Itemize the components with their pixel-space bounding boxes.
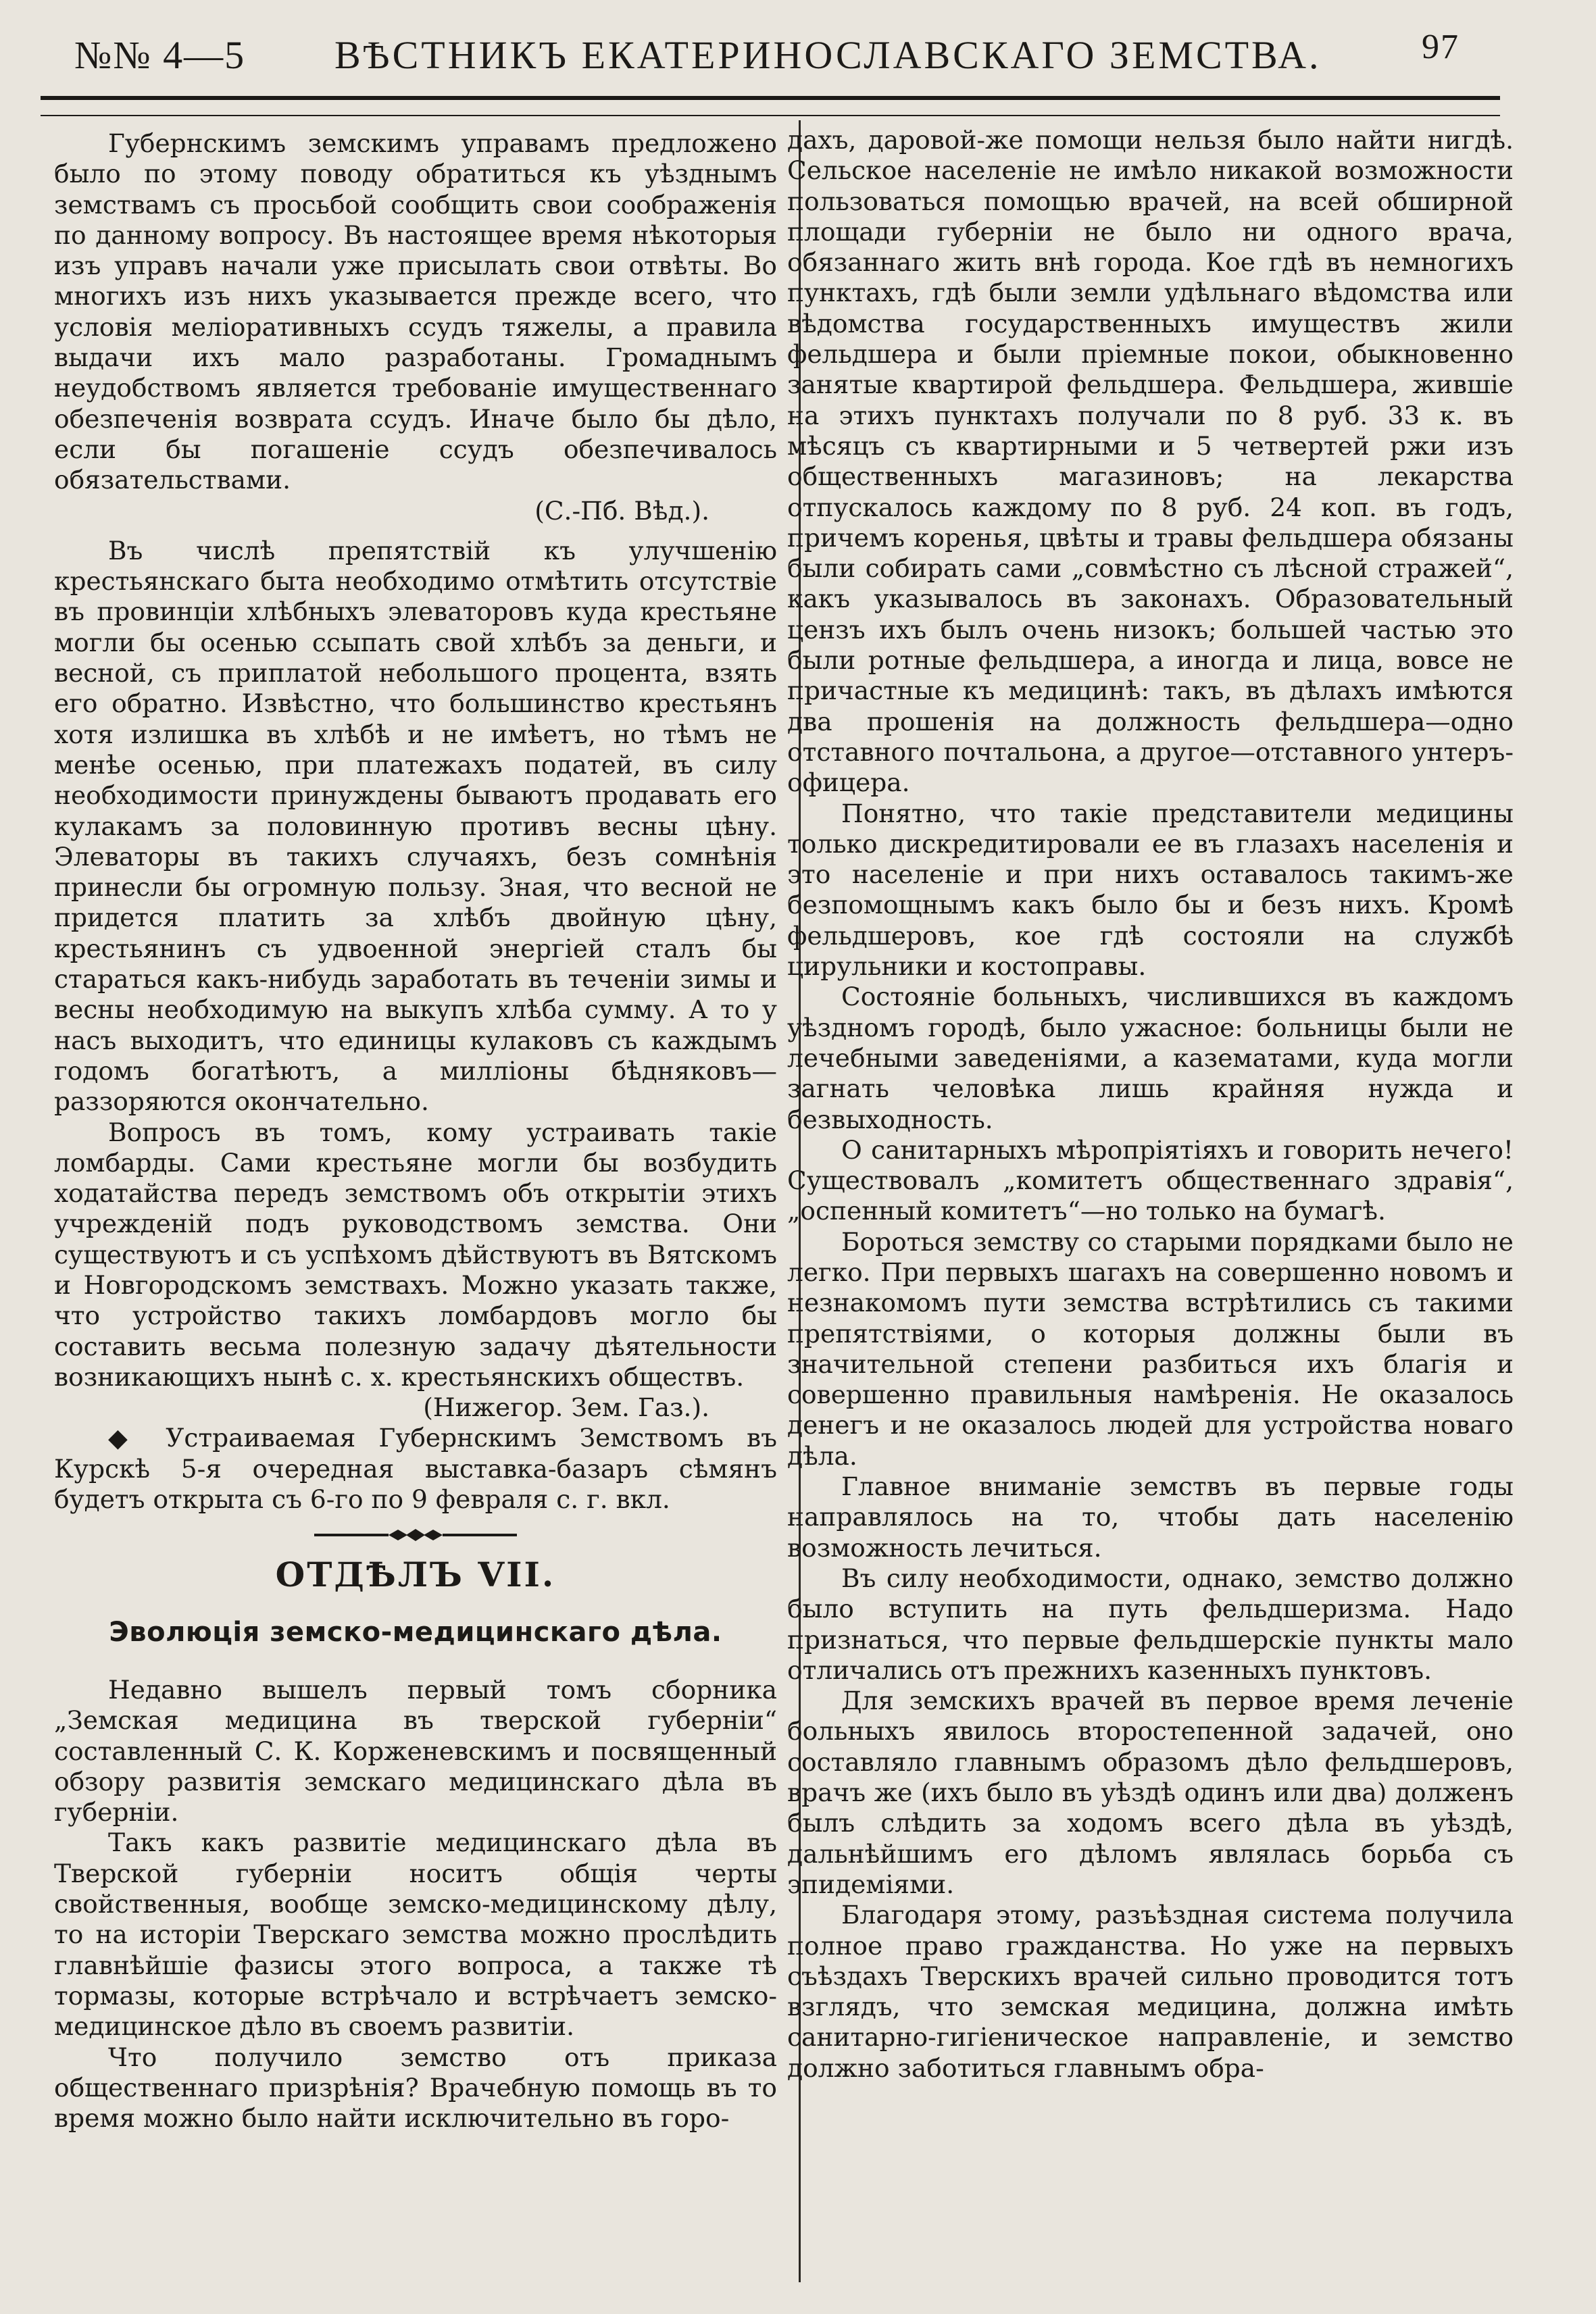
- paragraph: Недавно вышелъ первый томъ сборника „Земская медицина въ тверской губерніи“ составленный С. К. Корженевскимъ и посвященный обзору развитія земскаго медицинскаго дѣла въ губерніи.: [54, 1674, 777, 1828]
- announcement-paragraph: [54, 1423, 777, 1515]
- diamond-bullet-icon: ◆: [108, 1423, 143, 1453]
- paragraph: Для земскихъ врачей въ первое время леченіе больныхъ явилось второстепенной задачей, оно составляло главнымъ образомъ дѣло фельдшеровъ, врачъ же (ихъ было въ уѣздѣ одинъ или два) долженъ былъ слѣдить за ходомъ всего дѣла въ уѣздѣ, дальнѣйшимъ его дѣломъ являлась борьба съ эпидеміями.: [787, 1686, 1514, 1899]
- announcement-text: Устраиваемая Губернскимъ Земствомъ въ Курскѣ 5-я очередная выставка-базаръ сѣмянъ будетъ открыта съ 6-го по 9 февраля с. г. вкл.: [54, 1423, 778, 1515]
- left-column: [54, 128, 777, 2134]
- header-rule-thin: [41, 115, 1500, 116]
- paragraph: Бороться земству со старыми порядками было не легко. При первыхъ шагахъ на совершенно новомъ и незнакомомъ пути земства встрѣтились съ такими препятствіями, о которыя должны были въ значительной степени разбиться ихъ благія и совершенно правильныя намѣренія. Не оказалось денегъ и не оказалось людей для устройства новаго дѣла.: [787, 1226, 1514, 1471]
- source-citation: (Нижегор. Зем. Газ.).: [423, 1392, 709, 1423]
- paragraph: Главное вниманіе земствъ въ первые годы направлялось на то, чтобы дать населенію возможность лечиться.: [787, 1472, 1514, 1563]
- article-title: Эволюція земско-медицинскаго дѣла.: [109, 1616, 722, 1648]
- page-header: [74, 27, 1500, 81]
- paragraph: Въ числѣ препятствій къ улучшенію крестьянскаго быта необходимо отмѣтить отсутствіе въ провинціи хлѣбныхъ элеваторовъ куда крестьяне могли бы осенью ссыпать свой хлѣбъ за деньги, и весной, съ приплатой небольшого процента, взять его обратно. Извѣстно, что большинство крестьянъ хотя излишка въ хлѣбѣ и не имѣетъ, но тѣмъ не менѣе осенью, при платежахъ податей, въ силу необходимости принуждены бываютъ продавать его кулакамъ за половинную противъ весны цѣну. Элеваторы въ такихъ случаяхъ, безъ сомнѣнія принесли бы огромную пользу. Зная, что весной не придется платить за хлѣбъ двойную цѣну, крестьянинъ съ удвоенной энергіей сталъ бы стараться какъ-нибудь заработать въ теченіи зимы и весны необходимую на выкупъ хлѣба сумму. А то у насъ выходитъ, что единицы кулаковъ съ каждымъ годомъ богатѣютъ, а милліоны бѣдняковъ—раззоряются окончательно.: [54, 535, 777, 1117]
- section-title: ОТДѢЛЪ VII.: [275, 1555, 556, 1595]
- issue-number: №№ 4—5: [74, 33, 246, 77]
- paragraph: Такъ какъ развитіе медицинскаго дѣла въ Тверской губерніи носитъ общія черты свойственныя, вообще земско-медицинскому дѣлу, то на исторіи Тверскаго земства можно прослѣдить главнѣйшіе фазисы этого вопроса, а также тѣ тормазы, которые встрѣчало и встрѣчаетъ земско-медицинское дѣло въ своемъ развитіи.: [54, 1828, 777, 2042]
- paragraph: Состояніе больныхъ, числившихся въ каждомъ уѣздномъ городѣ, было ужасное: больницы были не лечебными заведеніями, а казематами, куда могли загнать человѣка лишь крайняя нужда и безвыходность.: [787, 982, 1514, 1134]
- paragraph: О санитарныхъ мѣропріятіяхъ и говорить нечего! Существовалъ „комитетъ общественнаго здравія“, „оспенный комитетъ“—но только на бумагѣ.: [787, 1134, 1514, 1226]
- ornament-divider: [54, 1523, 777, 1547]
- paragraph: Въ силу необходимости, однако, земство должно было вступить на путь фельдшеризма. Надо признаться, что первые фельдшерскіе пункты мало отличались отъ прежнихъ казенныхъ пунктовъ.: [787, 1563, 1514, 1685]
- source-citation: (С.-Пб. Вѣд.).: [534, 495, 709, 526]
- ornament-icon: [314, 1527, 517, 1543]
- journal-title: ВѢСТНИКЪ ЕКАТЕРИНОСЛАВСКАГО ЗЕМСТВА.: [334, 33, 1322, 77]
- header-rule-thick: [41, 96, 1500, 100]
- paragraph: Что получило земство отъ приказа общественнаго призрѣнія? Врачебную помощь въ то время можно было найти исключительно въ горо-: [54, 2042, 777, 2134]
- paragraph: Благодаря этому, разъѣздная система получила полное право гражданства. Но уже на первыхъ съѣздахъ Тверскихъ врачей сильно проводится тотъ взглядъ, что земская медицина, должна имѣть санитарно-гигіеническое направленіе, и земство должно заботиться главнымъ обра-: [787, 1900, 1514, 2083]
- paragraph: Понятно, что такіе представители медицины только дискредитировали ее въ глазахъ населенія и это населеніе и при нихъ оставалось такимъ-же безпомощнымъ какъ было бы и безъ нихъ. Кромѣ фельдшеровъ, кое гдѣ состояли на службѣ цирульники и костоправы.: [787, 798, 1514, 982]
- right-column: [787, 125, 1514, 2084]
- paragraph-continued: дахъ, даровой-же помощи нельзя было найти нигдѣ. Сельское населеніе не имѣло никакой возможности пользоваться помощью врачей, на всей обширной площади губерніи не было ни одного врача, обязаннаго жить внѣ города. Кое гдѣ въ немногихъ пунктахъ, гдѣ были земли удѣльнаго вѣдомства или вѣдомства государственныхъ имуществъ жили фельдшера и были пріемные покои, обыкновенно занятые квартирой фельдшера. Фельдшера, жившіе на этихъ пунктахъ получали по 8 руб. 33 к. въ мѣсяцъ съ квартирными и 5 четвертей ржи изъ общественныхъ магазиновъ; на лекарства отпускалось каждому по 8 руб. 24 коп. въ годъ, причемъ коренья, цвѣты и травы фельдшера обязаны были собирать сами „совмѣстно съ лѣсной стражей“, какъ указывалось въ законахъ. Образовательный цензъ ихъ былъ очень низокъ; большей частью это были ротные фельдшера, а иногда и лица, вовсе не причастные къ медицинѣ: такъ, въ дѣлахъ имѣются два прошенія на должность фельдшера—одно отставного почтальона, а другое—отставного унтеръ-офицера.: [787, 125, 1514, 798]
- paragraph: Губернскимъ земскимъ управамъ предложено было по этому поводу обратиться къ уѣзднымъ земствамъ съ просьбой сообщить свои соображенія по данному вопросу. Въ настоящее время нѣкоторыя изъ управъ начали уже присылать свои отвѣты. Во многихъ изъ нихъ указывается прежде всего, что условія меліоративныхъ ссудъ тяжелы, а правила выдачи ихъ мало разработаны. Громаднымъ неудобствомъ является требованіе имущественнаго обезпеченія возврата ссудъ. Иначе было бы дѣло, если бы погашеніе ссудъ обезпечивалось обязательствами.: [54, 128, 777, 495]
- page-number: 97: [1422, 28, 1460, 66]
- paragraph: Вопросъ въ томъ, кому устраивать такіе ломбарды. Сами крестьяне могли бы возбудить ходатайства передъ земствомъ объ открытіи этихъ учрежденій подъ руководствомъ земства. Они существуютъ и съ успѣхомъ дѣйствуютъ въ Вятскомъ и Новгородскомъ земствахъ. Можно указать также, что устройство такихъ ломбардовъ могло бы составить весьма полезную задачу дѣятельности возникающихъ нынѣ с. х. крестьянскихъ обществъ.: [54, 1117, 777, 1392]
